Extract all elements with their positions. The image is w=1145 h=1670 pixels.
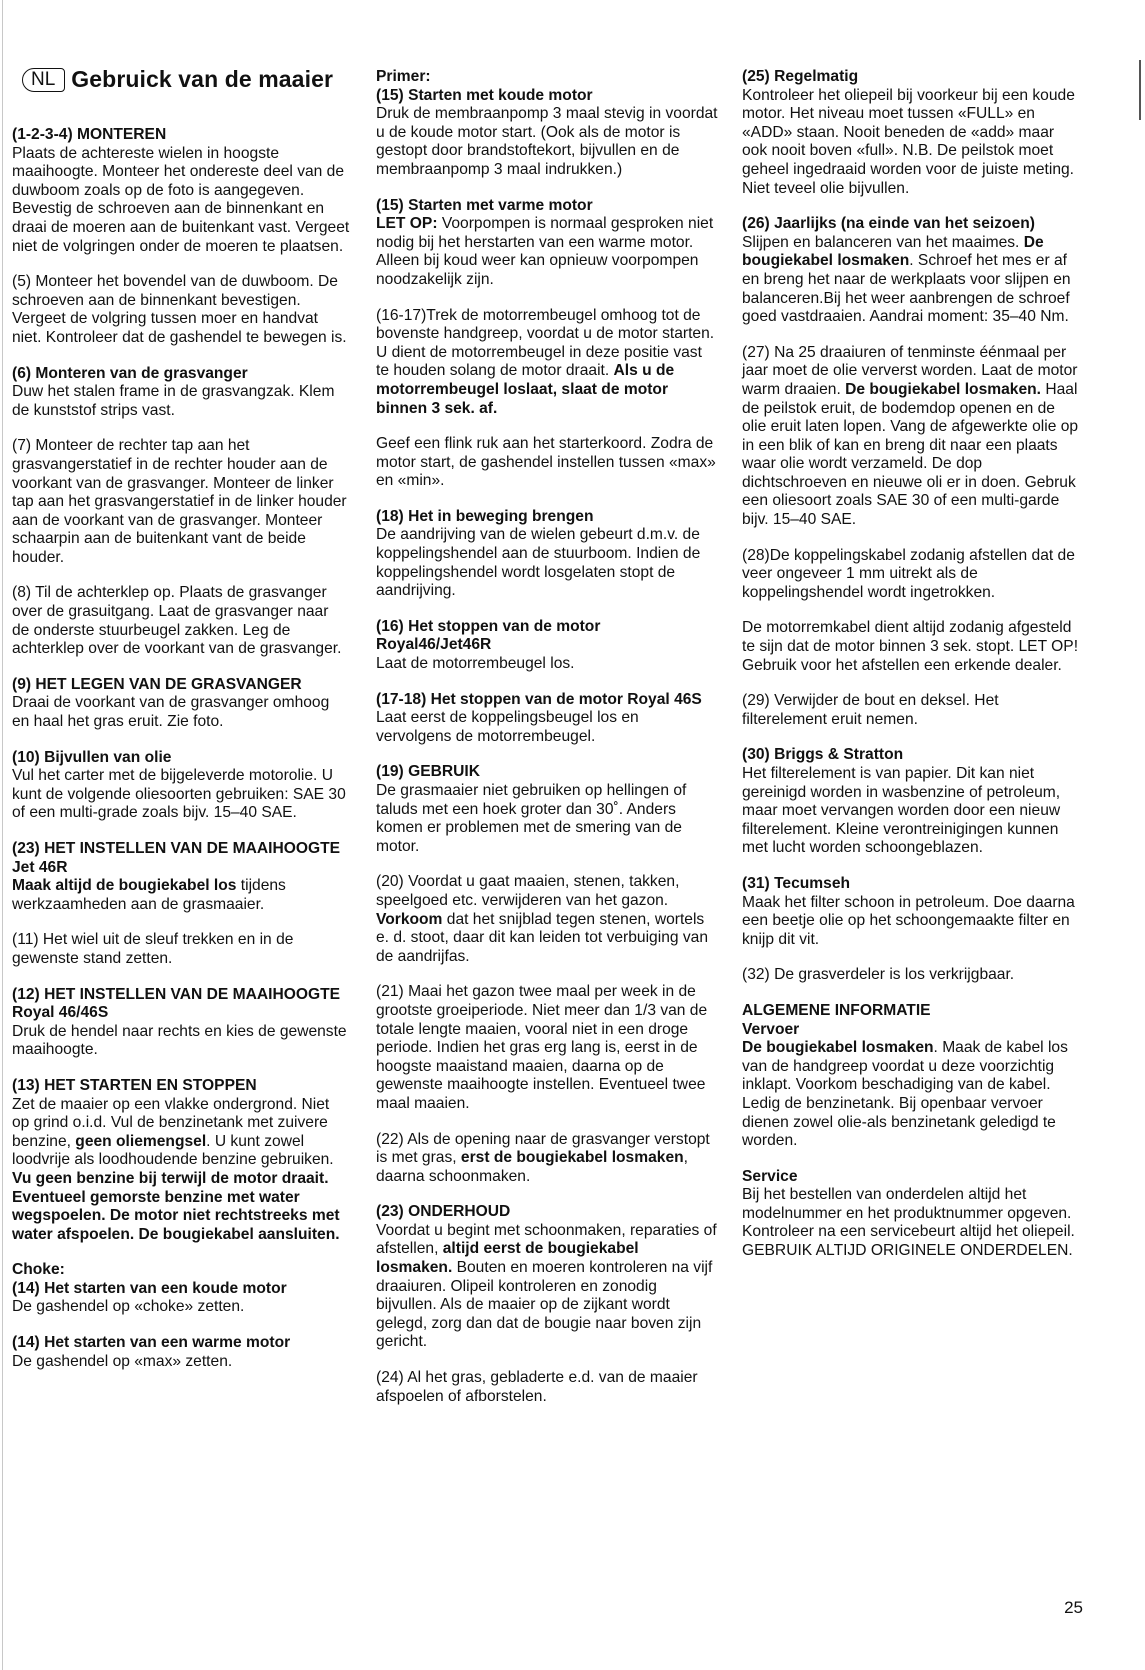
section-body xyxy=(376,655,718,674)
section-body xyxy=(742,1039,1082,1151)
body-text: Voorpompen is normaal gesproken niet nodig bij het herstarten van een warme motor. Alleen bij koud weer kan opnieuw voorpompen noodzakelijk zijn. xyxy=(376,215,714,288)
body-text: Vul het carter met de bijgeleverde motorolie. U kunt de volgende oliesoorten gebruiken: SAE 30 of een multi-grade zoals bijv. 15–40 SAE. xyxy=(12,767,346,822)
bold-text: LET OP: xyxy=(376,215,438,233)
body-text: (21) Maai het gazon twee maal per week in de grootste groeiperiode. Niet meer dan 1/3 van de totale lengte maaien, vooral niet in een droge periode. Indien het gras erg lang is, eerst in de hoogste maaistand maaien, daarna op de gewenste maaihoogte instellen. Eventueel twee maal maaien. xyxy=(376,983,708,1112)
section-body xyxy=(376,215,718,289)
section-subheading: Vervoer xyxy=(742,1020,800,1038)
section xyxy=(742,1168,1082,1261)
body-text: (7) Monteer de rechter tap aan het grasvangerstatief in de rechter houder aan de voorkant van de grasvanger. Monteer de linker tap aan het grasvangerstatief in de linker houder aan de voorkant van de grasvanger. Monteer schaarpin aan de buitenkant vant de beide houder. xyxy=(12,437,347,566)
section-body xyxy=(376,782,718,856)
body-text: (20) Voordat u gaat maaien, stenen, takken, speelgoed etc. verwijderen van het gazon. xyxy=(376,873,680,909)
section-body xyxy=(742,547,1082,603)
body-text: dat het snijblad tegen stenen, wortels e. d. stoot, daar dit kan leiden tot verbuiging van de aandrijfas. xyxy=(376,910,709,965)
section-body xyxy=(742,234,1082,327)
section-body xyxy=(12,1298,350,1317)
body-text: (32) De grasverdeler is los verkrijgbaar. xyxy=(742,966,1015,984)
right-edge-mark xyxy=(1139,60,1141,120)
section-heading: (31) Tecumseh xyxy=(742,874,851,892)
bold-text: De bougiekabel losmaken. xyxy=(845,380,1041,398)
body-text: . Schroef het mes er af en breng het naar de werkplaats voor slijpen en balanceren.Bij het weer aanbrengen de schroef goed vastdraaien. Aandrai moment: 35–40 Nm. xyxy=(742,252,1071,326)
section-heading: (1-2-3-4) MONTEREN xyxy=(12,126,167,143)
body-text: tijdens werkzaamheden aan de grasmaaier. xyxy=(12,877,286,913)
page-number: 25 xyxy=(1064,1598,1083,1617)
body-text: (16-17)Trek de motorrembeugel omhoog tot de bovenste handgreep, voordat u de motor starten. U dient de motorrembeugel in deze positie vast te houden solang de motor draait. xyxy=(376,306,715,380)
section-body xyxy=(12,437,350,567)
section-heading: (23) HET INSTELLEN VAN DE MAAIHOOGTE Jet 46R xyxy=(12,840,341,876)
section-body xyxy=(376,1369,718,1406)
section-body xyxy=(742,894,1082,950)
body-text: (22) Als de opening naar de grasvanger verstopt is met gras, xyxy=(376,1130,710,1167)
section-heading: (10) Bijvullen van olie xyxy=(12,748,172,766)
language-badge: NL xyxy=(22,68,65,92)
body-text: Druk de membraanpomp 3 maal stevig in voordat u de koude motor start. (Ook als de motor is gestopt door brandstoftekort, bijvullen en de membraanpomp 3 maal indrukken.) xyxy=(376,105,718,178)
body-text: (5) Monteer het bovendel van de duwboom. De schroeven aan de binnenkant bevestigen. Vergeet de volgring tussen moer en handvat niet. Kontroleer dat de gashendel te bewegen is. xyxy=(12,273,347,346)
section-body xyxy=(376,435,718,491)
section-body xyxy=(12,584,350,658)
section xyxy=(376,197,718,290)
page-title: Gebruick van de maaier xyxy=(71,66,334,92)
section-body xyxy=(12,931,350,968)
section xyxy=(376,618,718,674)
page-header xyxy=(22,66,333,93)
column-1 xyxy=(12,126,350,1388)
section xyxy=(742,619,1082,675)
bold-text: Vorkoom xyxy=(376,910,443,928)
section xyxy=(376,1369,718,1406)
body-text: . U kunt zowel loodvrije als loodhoudende benzine gebruiken. xyxy=(12,1132,334,1169)
section-body xyxy=(12,145,350,257)
section-body xyxy=(12,877,350,914)
body-text: Laat eerst de koppelingsbeugel los en vervolgens de motorrembeugel. xyxy=(376,709,639,745)
section xyxy=(742,344,1082,530)
section xyxy=(376,307,718,419)
body-text: GEBRUIK ALTIJD ORIGINELE ONDERDELEN. xyxy=(742,1242,1073,1260)
section-heading: (26) Jaarlijks (na einde van het seizoen) xyxy=(742,215,1035,233)
section-heading: (13) HET STARTEN EN STOPPEN xyxy=(12,1076,257,1094)
section xyxy=(742,875,1082,949)
left-edge-line xyxy=(2,0,3,1670)
column-2 xyxy=(376,68,718,1423)
section-heading: (25) Regelmatig xyxy=(742,68,859,85)
section xyxy=(12,986,350,1060)
body-text: (28)De koppelingskabel zodanig afstellen dat de veer ongeveer 1 mm uitrekt als de koppelingshendel wordt ingetrokken. xyxy=(742,546,1075,601)
body-text: Geef een flink ruk aan het starterkoord. Zodra de motor start, de gashendel instellen tussen «max» en «min». xyxy=(376,435,716,490)
section-body xyxy=(376,307,718,419)
section xyxy=(376,763,718,856)
section xyxy=(742,746,1082,858)
section xyxy=(12,1077,350,1244)
body-text: (24) Al het gras, gebladerte e.d. van de maaier afspoelen of afborstelen. xyxy=(376,1369,698,1405)
section-body xyxy=(376,1222,718,1352)
body-text: Draai de voorkant van de grasvanger omhoog en haal het gras eruit. Zie foto. xyxy=(12,694,330,731)
body-text: (8) Til de achterklep op. Plaats de grasvanger over de grasuitgang. Laat de grasvanger naar de onderste stuurbeugel zakken. Leg de achterklep over de voorkant van de grasvanger. xyxy=(12,584,342,658)
section-heading: (14) Het starten van een warme motor xyxy=(12,1334,291,1352)
bold-text: altijd eerst de bougiekabel losmaken. xyxy=(376,1240,639,1277)
section xyxy=(376,1203,718,1352)
body-text: Bouten en moeren kontroleren na vijf draaiuren. Olipeil kontroleren en zonodig bijvullen. Als de maaier op de zijkant wordt gelegd, zorg dan dat de bougie naar boven zijn gericht. xyxy=(376,1259,713,1351)
section-body xyxy=(742,619,1082,675)
body-text: Voordat u begint met schoonmaken, reparaties of afstellen, xyxy=(376,1221,717,1258)
section xyxy=(376,983,718,1113)
section-heading: (15) Starten met varme motor xyxy=(376,196,593,214)
body-text: De grasmaaier niet gebruiken op hellingen of taluds met een hoek groter dan 30˚. Anders komen er problemen met de smering van de motor. xyxy=(376,782,687,855)
section-heading: ALGEMENE INFORMATIE xyxy=(742,1001,931,1019)
section xyxy=(376,691,718,747)
section xyxy=(376,435,718,491)
section-body xyxy=(12,273,350,347)
body-text: Maak het filter schoon in petroleum. Doe daarna een beetje olie op het schoongemaakte filter en knijp dit vit. xyxy=(742,893,1075,948)
section-heading: Service xyxy=(742,1167,798,1185)
section xyxy=(376,68,718,180)
bold-text: Vu geen benzine bij terwijl de motor draait. Eventueel gemorste benzine met water wegspoelen. De motor niet rechtstreeks met water afspoelen. De bougiekabel aansluiten. xyxy=(12,1169,340,1243)
section xyxy=(376,1131,718,1187)
body-text: Plaats de achtereste wielen in hoogste maaihoogte. Monteer het onderestе deel van de duwboom zoals op de foto is aangegeven. Bevestig de schroeven aan de binnenkant en draai de moeren aan de buitenkant vast. Vergeet niet de volgringen onder de moeren te plaatsen. xyxy=(12,144,350,255)
bold-text: De bougiekabel losmaken xyxy=(742,233,1044,270)
section xyxy=(12,273,350,347)
body-text: De gashendel op «max» zetten. xyxy=(12,1352,233,1370)
section-body xyxy=(742,966,1082,985)
section xyxy=(12,749,350,823)
body-text: (29) Verwijder de bout en deksel. Het filterelement eruit nemen. xyxy=(742,692,999,728)
section-heading: (6) Monteren van de grasvanger xyxy=(12,364,248,382)
section-body xyxy=(376,709,718,746)
body-text: Zet de maaier op een vlakke ondergrond. Niet op grind o.i.d. Vul de benzinetank met zuivere benzine, xyxy=(12,1095,330,1150)
body-text: Bij het bestellen van onderdelen altijd het modelnummer en het produktnummer opgeven. Kontroleer na een servicebeurt altijd het oliepeil. xyxy=(742,1186,1075,1241)
section-heading: Choke: xyxy=(12,1261,65,1279)
section xyxy=(12,365,350,421)
section xyxy=(742,692,1082,729)
section-body xyxy=(742,344,1082,530)
section xyxy=(742,68,1082,198)
section xyxy=(742,215,1082,327)
body-text: De gashendel op «choke» zetten. xyxy=(12,1298,245,1316)
body-text: Haal de peilstok eruit, de bodemdop openen en de olie eruit laten lopen. Vang de afgewerkte olie op in een blik of kan en breng dit naar een plaats waar olie wordt verzameld. De dop dichtschroeven en nieuwe oli er in doen. Gebruk een oliesoort zoals SAE 30 of een multi-garde bijv. 15–40 SAE. xyxy=(742,380,1079,529)
section-body xyxy=(12,1353,350,1372)
body-text: , daarna schoonmaken. xyxy=(376,1149,688,1185)
body-text: Slijpen en balanceren van het maaimes. xyxy=(742,233,1024,251)
section xyxy=(742,966,1082,985)
body-text: . Maak de kabel los van de handgreep voordat u deze voorzichtig inklapt. Voorkom beschadiging van de kabel. Ledig de benzinetank. Bij openbaar vervoer dienen zowel olie-als benzinetank geledigd te worden. xyxy=(742,1039,1068,1150)
section-body xyxy=(376,983,718,1113)
section-subheading: (14) Het starten van een koude motor xyxy=(12,1279,287,1297)
section xyxy=(12,584,350,658)
bold-text: geen oliemengsel xyxy=(75,1132,207,1150)
section-body xyxy=(376,105,718,179)
section-heading: (9) HET LEGEN VAN DE GRASVANGER xyxy=(12,675,302,693)
section-body xyxy=(12,1023,350,1060)
section xyxy=(376,873,718,966)
section xyxy=(12,1261,350,1317)
column-3 xyxy=(742,68,1082,1278)
body-text: (11) Het wiel uit de sleuf trekken en in de gewenste stand zetten. xyxy=(12,931,294,967)
section-body xyxy=(376,1131,718,1187)
section xyxy=(12,437,350,567)
section-heading: Primer: xyxy=(376,68,431,85)
section xyxy=(12,931,350,968)
section-body xyxy=(742,692,1082,729)
body-text: De motorremkabel dient altijd zodanig afgesteld te sijn dat de motor binnen 3 sek. stopt. LET OP! Gebruik voor het afstellen een erkende dealer. xyxy=(742,619,1079,674)
section-body xyxy=(742,87,1082,199)
section-body xyxy=(12,1096,350,1245)
section xyxy=(12,126,350,256)
body-text: Druk de hendel naar rechts en kies de gewenste maaihoogte. xyxy=(12,1022,347,1059)
section-heading: (30) Briggs & Stratton xyxy=(742,746,904,764)
bold-text: De bougiekabel losmaken xyxy=(742,1039,934,1057)
body-text: Het filterelement is van papier. Dit kan niet gereinigd worden in wasbenzine of petroleum, maar moet vervangen worden door een nieuw filterelement. Kleine verontreinigingen kunnen met lucht worden schoongeblazen. xyxy=(742,765,1061,857)
body-text: Laat de motorrembeugel los. xyxy=(376,655,575,673)
section-subheading: (15) Starten met koude motor xyxy=(376,86,593,104)
section-body xyxy=(12,383,350,420)
section xyxy=(742,547,1082,603)
section-body xyxy=(742,765,1082,858)
section xyxy=(12,840,350,914)
section-heading: (23) ONDERHOUD xyxy=(376,1203,511,1221)
bold-text: erst de bougiekabel losmaken xyxy=(460,1149,684,1167)
section-heading: (16) Het stoppen van de motor Royal46/Jet46R xyxy=(376,617,601,654)
section xyxy=(742,1002,1082,1151)
section-heading: (12) HET INSTELLEN VAN DE MAAIHOOGTE Royal 46/46S xyxy=(12,985,341,1022)
body-text: (27) Na 25 draaiuren of tenminste éénmaal per jaar moet de olie ververst worden. Laat de motor warm draaien. xyxy=(742,343,1078,398)
body-text: Duw het stalen frame in de grasvangzak. Klem de kunststof strips vast. xyxy=(12,383,335,419)
section-body xyxy=(376,526,718,600)
section-heading: (19) GEBRUIK xyxy=(376,763,480,781)
section xyxy=(12,676,350,732)
section xyxy=(12,1334,350,1371)
section-body xyxy=(742,1186,1082,1260)
section-heading: (17-18) Het stoppen van de motor Royal 46S xyxy=(376,690,702,708)
body-text: De aandrijving van de wielen gebeurt d.m.v. de koppelingshendel aan de stuurboom. Indien de koppelingshendel wordt losgelaten stopt de aandrijving. xyxy=(376,526,701,600)
body-text: Kontroleer het oliepeil bij voorkeur bij een koude motor. Het niveau moet tussen «FULL» en «ADD» staan. Nooit beneden de «add» maar ook nooit boven «full». N.B. De peilstok moet geheel ingedraaid worden voor de juiste meting. Niet teveel olie bijvullen. xyxy=(742,86,1075,197)
section-heading: (18) Het in beweging brengen xyxy=(376,507,594,525)
section xyxy=(376,508,718,601)
section-body xyxy=(12,767,350,823)
bold-text: Maak altijd de bougiekabel los xyxy=(12,877,237,895)
section-body xyxy=(376,873,718,966)
section-body xyxy=(12,694,350,731)
bold-text: Als u de motorrembeugel loslaat, slaat de motor binnen 3 sek. af. xyxy=(376,362,675,417)
